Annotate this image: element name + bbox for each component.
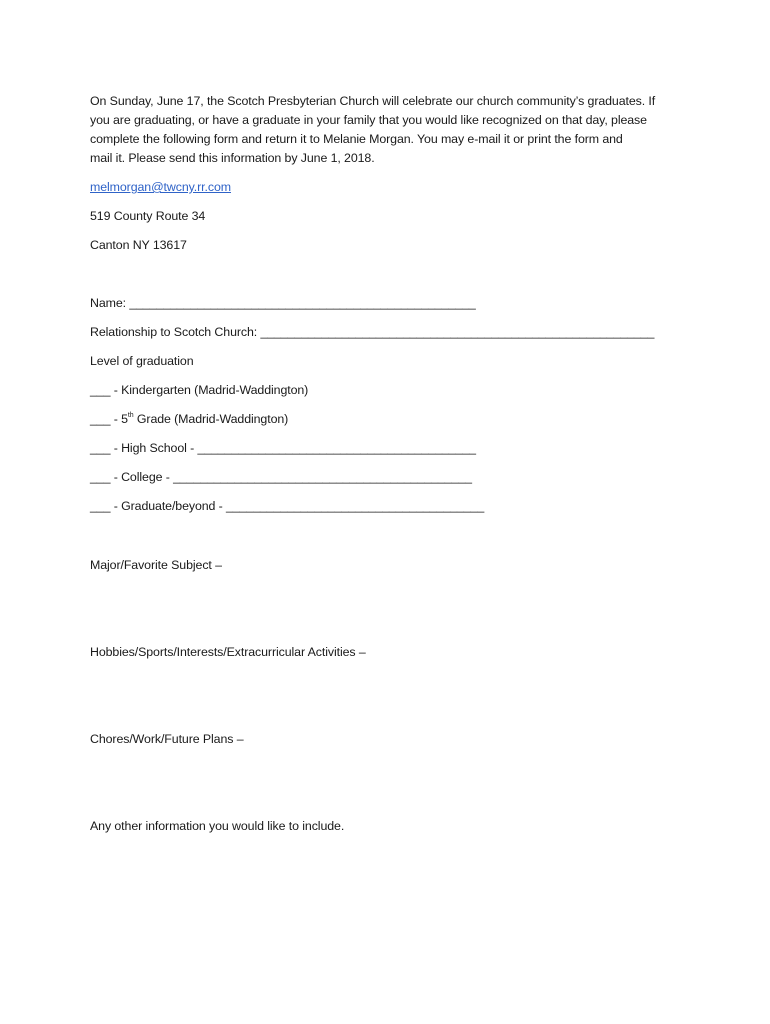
fifth-grade-superscript: th xyxy=(127,412,134,419)
address-line-1: 519 County Route 34 xyxy=(90,209,206,223)
fifth-grade-prefix: ___ - 5 xyxy=(90,412,128,426)
relationship-field[interactable]: Relationship to Scotch Church: __________________________________________________________ xyxy=(90,325,655,339)
intro-line-2: you are graduating, or have a graduate in your family that you would like recognized on that day, please xyxy=(90,113,647,127)
major-subject-label: Major/Favorite Subject – xyxy=(90,558,222,572)
intro-paragraph xyxy=(90,92,690,168)
graduate-option[interactable]: ___ - Graduate/beyond - ______________________________________ xyxy=(90,499,485,513)
fifth-grade-option[interactable] xyxy=(90,410,288,429)
intro-line-1: On Sunday, June 17, the Scotch Presbyterian Church will celebrate our church community’s graduates. If xyxy=(90,94,656,108)
other-info-label: Any other information you would like to include. xyxy=(90,819,345,833)
intro-line-4: mail it. Please send this information by June 1, 2018. xyxy=(90,151,375,165)
fifth-grade-suffix: Grade (Madrid-Waddington) xyxy=(133,412,289,426)
email-link[interactable]: melmorgan@twcny.rr.com xyxy=(90,180,231,194)
high-school-option[interactable]: ___ - High School - _________________________________________ xyxy=(90,441,476,455)
college-option[interactable]: ___ - College - ____________________________________________ xyxy=(90,470,472,484)
level-heading: Level of graduation xyxy=(90,354,194,368)
intro-line-3: complete the following form and return it to Melanie Morgan. You may e-mail it or print the form and xyxy=(90,132,623,146)
chores-label: Chores/Work/Future Plans – xyxy=(90,732,244,746)
name-field[interactable]: Name: ___________________________________________________ xyxy=(90,296,476,310)
kindergarten-option[interactable]: ___ - Kindergarten (Madrid-Waddington) xyxy=(90,383,309,397)
address-line-2: Canton NY 13617 xyxy=(90,238,187,252)
hobbies-label: Hobbies/Sports/Interests/Extracurricular Activities – xyxy=(90,645,366,659)
